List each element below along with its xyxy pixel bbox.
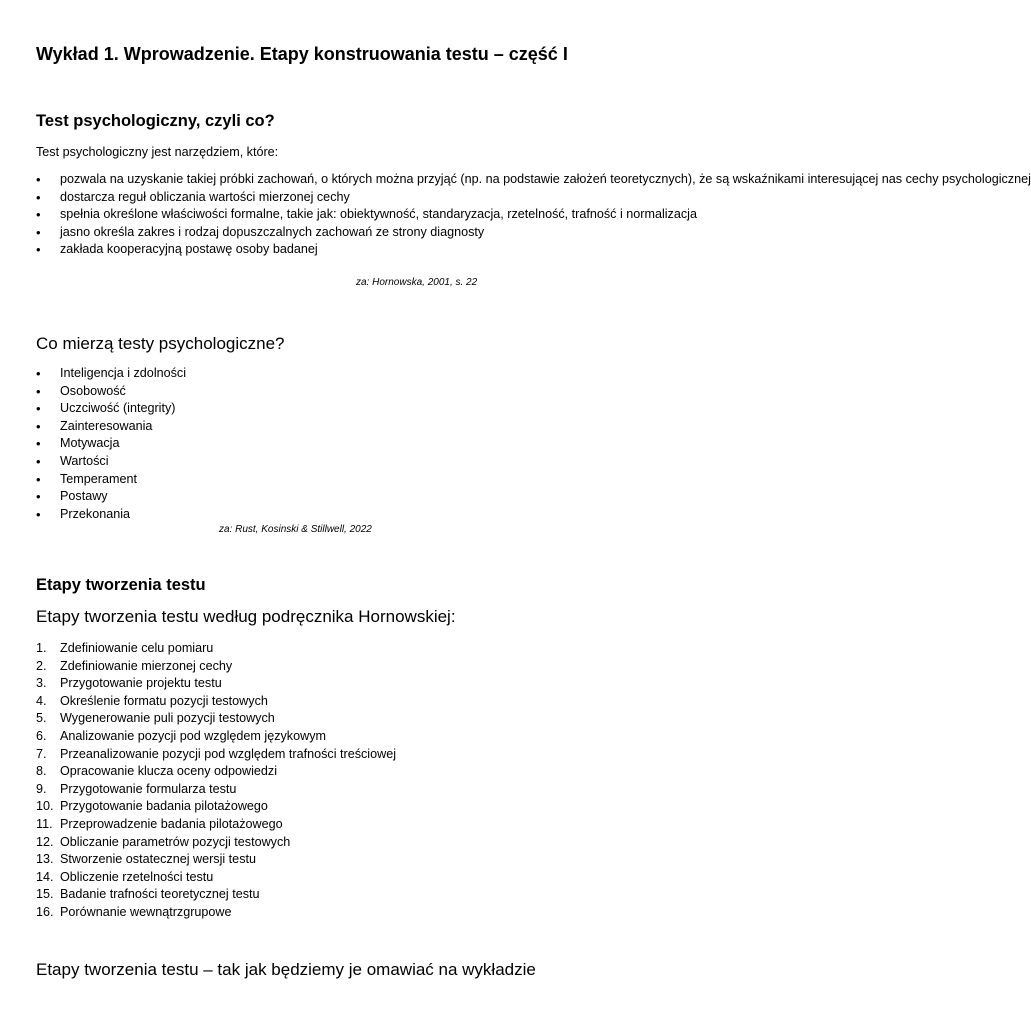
- measures-list: [36, 365, 186, 523]
- bullet-icon: •: [36, 189, 41, 205]
- section-heading-etapy: Etapy tworzenia testu: [36, 576, 206, 594]
- list-item: • pozwala na uzyskanie takiej próbki zachowań, o których można przyjąć (np. na podstawie założeń teoretycznych), że są wskaźnikami interesującej nas cechy psychologicznej: [36, 172, 1031, 187]
- list-item: 10. Przygotowanie badania pilotażowego: [36, 799, 268, 814]
- list-item: • Przekonania: [36, 506, 131, 522]
- list-item: 12. Obliczanie parametrów pozycji testowych: [36, 834, 291, 849]
- list-item: • Temperament: [36, 471, 137, 487]
- list-item: • Inteligencja i zdolności: [36, 366, 187, 381]
- bullet-icon: •: [36, 383, 41, 399]
- bullet-icon: •: [36, 453, 41, 469]
- list-item: 4. Określenie formatu pozycji testowych: [36, 693, 268, 708]
- list-item: 5. Wygenerowanie puli pozycji testowych: [36, 711, 275, 726]
- bullet-icon: •: [36, 418, 41, 434]
- bullet-icon: •: [36, 489, 41, 505]
- bullet-icon: •: [36, 471, 41, 487]
- definition-list: [36, 171, 1031, 259]
- list-item: • Motywacja: [36, 436, 120, 452]
- list-item: 2. Zdefiniowanie mierzonej cechy: [36, 658, 233, 673]
- bullet-icon: •: [36, 401, 41, 417]
- list-item: 3. Przygotowanie projektu testu: [36, 676, 222, 691]
- list-item: • dostarcza reguł obliczania wartości mierzonej cechy: [36, 189, 350, 205]
- stages-list: [36, 640, 396, 922]
- citation-hornowska: za: Hornowska, 2001, s. 22: [356, 277, 478, 288]
- list-item: • zakłada kooperacyjną postawę osoby badanej: [36, 242, 318, 258]
- list-item: 6. Analizowanie pozycji pod względem językowym: [36, 728, 326, 743]
- list-item: • Uczciwość (integrity): [36, 401, 176, 417]
- list-item: • Osobowość: [36, 383, 126, 399]
- bullet-icon: •: [36, 436, 41, 452]
- list-item: 9. Przygotowanie formularza testu: [36, 781, 237, 796]
- bullet-icon: •: [36, 242, 41, 258]
- document-title: Wykład 1. Wprowadzenie. Etapy konstruowania testu – część I: [36, 44, 568, 64]
- list-item: 13. Stworzenie ostatecznej wersji testu: [36, 852, 256, 867]
- list-item: • jasno określa zakres i rodzaj dopuszczalnych zachowań ze strony diagnosty: [36, 224, 485, 240]
- list-item: • Wartości: [36, 453, 109, 469]
- bullet-icon: •: [36, 172, 41, 187]
- citation-rust: za: Rust, Kosinski & Stillwell, 2022: [219, 524, 372, 535]
- section-intro: Test psychologiczny jest narzędziem, które:: [36, 145, 279, 159]
- subheading-hornowska: Etapy tworzenia testu według podręcznika Hornowskiej:: [36, 607, 456, 626]
- list-item: • Postawy: [36, 489, 108, 505]
- bottom-heading: Etapy tworzenia testu – tak jak będziemy je omawiać na wykładzie: [36, 960, 536, 979]
- list-item: • Zainteresowania: [36, 418, 153, 434]
- section-heading-test-psychologiczny: Test psychologiczny, czyli co?: [36, 112, 275, 130]
- bullet-icon: •: [36, 506, 41, 522]
- list-item: 15. Badanie trafności teoretycznej testu: [36, 887, 260, 902]
- bullet-icon: •: [36, 207, 41, 223]
- list-item: • spełnia określone właściwości formalne, takie jak: obiektywność, standaryzacja, rzetelność, trafność i normalizacja: [36, 207, 697, 223]
- bullet-icon: •: [36, 224, 41, 240]
- list-item: 14. Obliczenie rzetelności testu: [36, 869, 214, 884]
- list-item: 11. Przeprowadzenie badania pilotażowego: [36, 816, 283, 831]
- list-item: 16. Porównanie wewnątrzgrupowe: [36, 904, 232, 919]
- list-item: 8. Opracowanie klucza oceny odpowiedzi: [36, 764, 278, 779]
- section-heading-co-mierza: Co mierzą testy psychologiczne?: [36, 334, 285, 353]
- bullet-icon: •: [36, 366, 41, 381]
- list-item: 7. Przeanalizowanie pozycji pod względem trafności treściowej: [36, 746, 396, 761]
- list-item: 1. Zdefiniowanie celu pomiaru: [36, 641, 214, 655]
